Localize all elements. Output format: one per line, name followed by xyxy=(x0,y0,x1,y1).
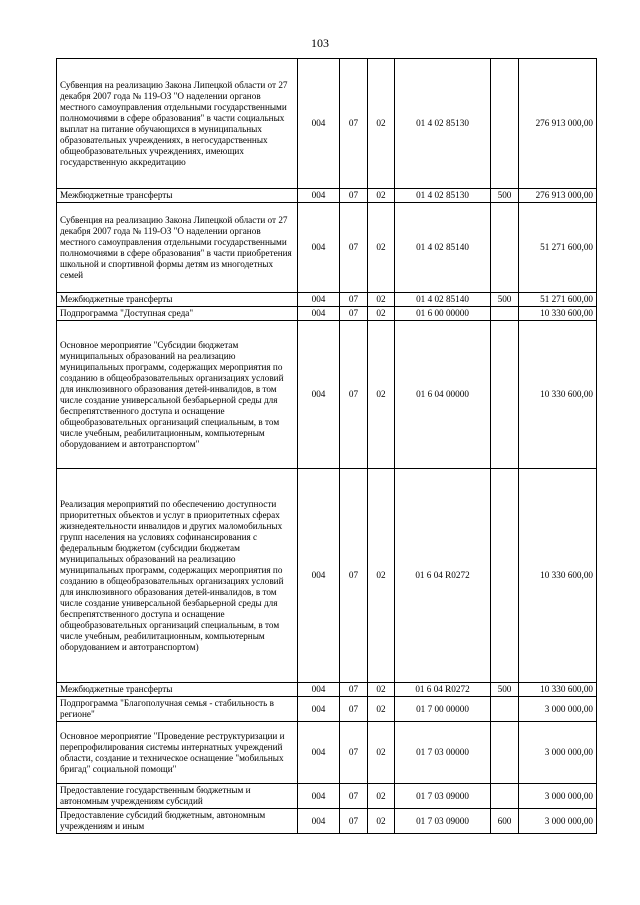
row-name: Подпрограмма "Благополучная семья - стабильность в регионе" xyxy=(57,697,298,722)
row-name: Межбюджетные трансферты xyxy=(57,683,298,697)
row-subsection-code: 02 xyxy=(368,469,395,683)
row-ministry-code: 004 xyxy=(298,321,340,469)
table-row xyxy=(57,469,597,683)
row-amount: 10 330 600,00 xyxy=(519,469,597,683)
row-expense-type xyxy=(491,307,519,321)
row-expense-type xyxy=(491,722,519,784)
row-subsection-code: 02 xyxy=(368,59,395,189)
row-target-code: 01 7 00 00000 xyxy=(395,697,491,722)
row-section-code: 07 xyxy=(340,784,368,809)
table-row xyxy=(57,189,597,203)
table-row xyxy=(57,809,597,834)
table-row xyxy=(57,697,597,722)
row-section-code: 07 xyxy=(340,683,368,697)
row-subsection-code: 02 xyxy=(368,809,395,834)
row-amount: 10 330 600,00 xyxy=(519,321,597,469)
row-section-code: 07 xyxy=(340,293,368,307)
row-ministry-code: 004 xyxy=(298,784,340,809)
row-section-code: 07 xyxy=(340,697,368,722)
row-target-code: 01 7 03 09000 xyxy=(395,809,491,834)
row-subsection-code: 02 xyxy=(368,203,395,293)
table-row xyxy=(57,203,597,293)
row-ministry-code: 004 xyxy=(298,189,340,203)
row-section-code: 07 xyxy=(340,189,368,203)
row-section-code: 07 xyxy=(340,307,368,321)
row-target-code: 01 4 02 85130 xyxy=(395,189,491,203)
row-ministry-code: 004 xyxy=(298,722,340,784)
row-expense-type xyxy=(491,697,519,722)
row-amount: 3 000 000,00 xyxy=(519,697,597,722)
row-amount: 3 000 000,00 xyxy=(519,809,597,834)
table-row xyxy=(57,321,597,469)
row-section-code: 07 xyxy=(340,469,368,683)
row-target-code: 01 4 02 85140 xyxy=(395,293,491,307)
row-subsection-code: 02 xyxy=(368,697,395,722)
table-row xyxy=(57,784,597,809)
row-name: Реализация мероприятий по обеспечению доступности приоритетных объектов и услуг в приоритетных сферах жизнедеятельности инвалидов и других маломобильных групп населения на условиях софинансирования с федеральным бюджетом (субсидии бюджетам муниципальных образований на реализацию муниципальных программ, содержащих мероприятия по созданию в общеобразовательных организациях условий для инклюзивного образования детей-инвалидов, в том числе создание универсальной безбарьерной среды для беспрепятственного доступа и оснащение общеобразовательных организаций специальным, в том числе учебным, реабилитационным, компьютерным оборудованием и автотранспортом) xyxy=(57,469,298,683)
row-section-code: 07 xyxy=(340,809,368,834)
row-target-code: 01 4 02 85130 xyxy=(395,59,491,189)
row-subsection-code: 02 xyxy=(368,293,395,307)
row-amount: 10 330 600,00 xyxy=(519,683,597,697)
row-amount: 3 000 000,00 xyxy=(519,784,597,809)
row-ministry-code: 004 xyxy=(298,697,340,722)
row-expense-type: 500 xyxy=(491,683,519,697)
row-subsection-code: 02 xyxy=(368,784,395,809)
row-expense-type xyxy=(491,321,519,469)
row-expense-type: 500 xyxy=(491,293,519,307)
row-expense-type xyxy=(491,469,519,683)
budget-table-body xyxy=(57,59,597,834)
row-expense-type: 500 xyxy=(491,189,519,203)
row-name: Основное мероприятие "Проведение реструктуризации и перепрофилирования системы интернатных учреждений области, создание и техническое оснащение "мобильных бригад" социальной помощи" xyxy=(57,722,298,784)
row-ministry-code: 004 xyxy=(298,203,340,293)
row-name: Предоставление субсидий бюджетным, автономным учреждениям и иным xyxy=(57,809,298,834)
row-section-code: 07 xyxy=(340,321,368,469)
row-name: Межбюджетные трансферты xyxy=(57,189,298,203)
row-target-code: 01 7 03 00000 xyxy=(395,722,491,784)
row-ministry-code: 004 xyxy=(298,307,340,321)
row-section-code: 07 xyxy=(340,722,368,784)
row-amount: 276 913 000,00 xyxy=(519,59,597,189)
row-amount: 10 330 600,00 xyxy=(519,307,597,321)
row-target-code: 01 6 04 R0272 xyxy=(395,469,491,683)
row-expense-type xyxy=(491,203,519,293)
table-row xyxy=(57,293,597,307)
row-ministry-code: 004 xyxy=(298,293,340,307)
budget-table xyxy=(56,58,597,834)
row-name: Предоставление государственным бюджетным и автономным учреждениям субсидий xyxy=(57,784,298,809)
row-name: Подпрограмма "Доступная среда" xyxy=(57,307,298,321)
row-name: Субвенция на реализацию Закона Липецкой области от 27 декабря 2007 года № 119-ОЗ "О наделении органов местного самоуправления отдельными государственными полномочиями в сфере образования" в части социальных выплат на питание обучающихся в муниципальных образовательных учреждениях, в негосударственных общеобразовательных учреждениях, имеющих государственную аккредитацию xyxy=(57,59,298,189)
row-ministry-code: 004 xyxy=(298,809,340,834)
row-expense-type xyxy=(491,784,519,809)
table-row xyxy=(57,683,597,697)
row-amount: 3 000 000,00 xyxy=(519,722,597,784)
row-target-code: 01 6 00 00000 xyxy=(395,307,491,321)
row-section-code: 07 xyxy=(340,203,368,293)
row-subsection-code: 02 xyxy=(368,307,395,321)
table-row xyxy=(57,59,597,189)
row-amount: 276 913 000,00 xyxy=(519,189,597,203)
row-ministry-code: 004 xyxy=(298,59,340,189)
row-ministry-code: 004 xyxy=(298,683,340,697)
table-row xyxy=(57,722,597,784)
row-expense-type xyxy=(491,59,519,189)
row-subsection-code: 02 xyxy=(368,722,395,784)
row-amount: 51 271 600,00 xyxy=(519,293,597,307)
row-subsection-code: 02 xyxy=(368,189,395,203)
row-amount: 51 271 600,00 xyxy=(519,203,597,293)
row-name: Межбюджетные трансферты xyxy=(57,293,298,307)
row-name: Основное мероприятие "Субсидии бюджетам муниципальных образований на реализацию муниципальных программ, содержащих мероприятия по созданию в общеобразовательных организациях условий для инклюзивного образования детей-инвалидов, в том числе создание универсальной безбарьерной среды для беспрепятственного доступа и оснащение общеобразовательных организаций специальным, в том числе учебным, реабилитационным, компьютерным оборудованием и автотранспортом" xyxy=(57,321,298,469)
row-target-code: 01 7 03 09000 xyxy=(395,784,491,809)
row-subsection-code: 02 xyxy=(368,683,395,697)
row-target-code: 01 4 02 85140 xyxy=(395,203,491,293)
row-ministry-code: 004 xyxy=(298,469,340,683)
row-subsection-code: 02 xyxy=(368,321,395,469)
row-target-code: 01 6 04 R0272 xyxy=(395,683,491,697)
page-number: 103 xyxy=(311,36,329,50)
table-row xyxy=(57,307,597,321)
row-target-code: 01 6 04 00000 xyxy=(395,321,491,469)
row-name: Субвенция на реализацию Закона Липецкой области от 27 декабря 2007 года № 119-ОЗ "О наделении органов местного самоуправления отдельными государственными полномочиями в сфере образования" в части приобретения школьной и спортивной формы детям из многодетных семей xyxy=(57,203,298,293)
row-section-code: 07 xyxy=(340,59,368,189)
row-expense-type: 600 xyxy=(491,809,519,834)
